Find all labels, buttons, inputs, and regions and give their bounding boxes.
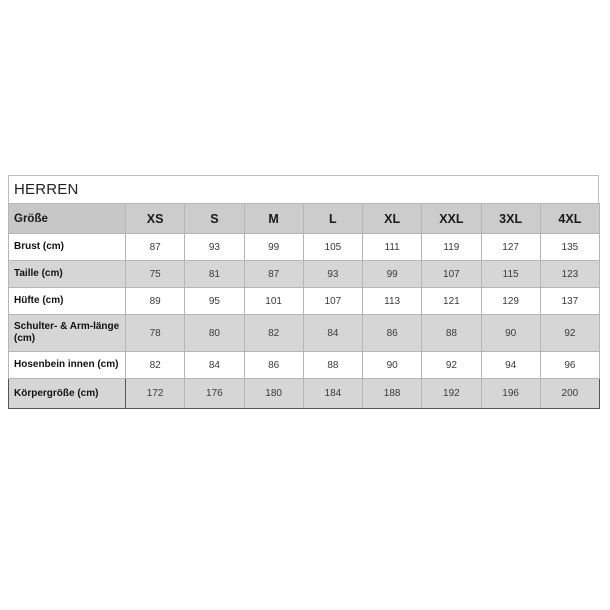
table-cell: 119 [422, 234, 481, 261]
table-cell: 105 [303, 234, 362, 261]
row-label: Taille (cm) [9, 261, 126, 288]
table-cell: 184 [303, 379, 362, 409]
table-cell: 176 [185, 379, 244, 409]
chart-title: HERREN [8, 175, 599, 203]
table-cell: 137 [540, 288, 599, 315]
size-table [8, 203, 600, 409]
table-cell: 94 [481, 352, 540, 379]
table-cell: 107 [422, 261, 481, 288]
table-cell: 86 [244, 352, 303, 379]
table-cell: 90 [363, 352, 422, 379]
table-cell: 135 [540, 234, 599, 261]
table-cell: 196 [481, 379, 540, 409]
table-cell: 113 [363, 288, 422, 315]
table-row [9, 261, 600, 288]
table-cell: 90 [481, 315, 540, 352]
size-chart [8, 175, 599, 409]
table-cell: 78 [126, 315, 185, 352]
table-cell: 89 [126, 288, 185, 315]
header-label: Größe [9, 204, 126, 234]
table-cell: 82 [126, 352, 185, 379]
table-cell: 172 [126, 379, 185, 409]
size-header: 3XL [481, 204, 540, 234]
table-cell: 127 [481, 234, 540, 261]
table-cell: 188 [363, 379, 422, 409]
table-cell: 200 [540, 379, 599, 409]
table-cell: 121 [422, 288, 481, 315]
table-row [9, 315, 600, 352]
table-cell: 93 [303, 261, 362, 288]
table-cell: 192 [422, 379, 481, 409]
table-cell: 86 [363, 315, 422, 352]
table-cell: 92 [422, 352, 481, 379]
table-row [9, 234, 600, 261]
table-cell: 95 [185, 288, 244, 315]
table-row [9, 379, 600, 409]
header-row [9, 204, 600, 234]
table-cell: 88 [422, 315, 481, 352]
table-row [9, 288, 600, 315]
table-cell: 101 [244, 288, 303, 315]
size-header: XL [363, 204, 422, 234]
row-label: Brust (cm) [9, 234, 126, 261]
table-cell: 82 [244, 315, 303, 352]
table-cell: 87 [244, 261, 303, 288]
row-label: Hosenbein innen (cm) [9, 352, 126, 379]
size-header: 4XL [540, 204, 599, 234]
row-label: Körpergröße (cm) [9, 379, 126, 409]
table-cell: 92 [540, 315, 599, 352]
row-label: Hüfte (cm) [9, 288, 126, 315]
size-header: M [244, 204, 303, 234]
table-cell: 99 [363, 261, 422, 288]
table-cell: 93 [185, 234, 244, 261]
table-cell: 123 [540, 261, 599, 288]
table-cell: 75 [126, 261, 185, 288]
size-header: XS [126, 204, 185, 234]
size-header: S [185, 204, 244, 234]
table-cell: 96 [540, 352, 599, 379]
table-cell: 87 [126, 234, 185, 261]
size-header: L [303, 204, 362, 234]
table-cell: 115 [481, 261, 540, 288]
table-cell: 84 [303, 315, 362, 352]
row-label: Schulter- & Arm-länge (cm) [9, 315, 126, 352]
table-cell: 81 [185, 261, 244, 288]
table-cell: 99 [244, 234, 303, 261]
table-cell: 88 [303, 352, 362, 379]
table-cell: 111 [363, 234, 422, 261]
size-header: XXL [422, 204, 481, 234]
table-cell: 129 [481, 288, 540, 315]
table-cell: 84 [185, 352, 244, 379]
table-cell: 180 [244, 379, 303, 409]
table-row [9, 352, 600, 379]
table-cell: 80 [185, 315, 244, 352]
table-cell: 107 [303, 288, 362, 315]
